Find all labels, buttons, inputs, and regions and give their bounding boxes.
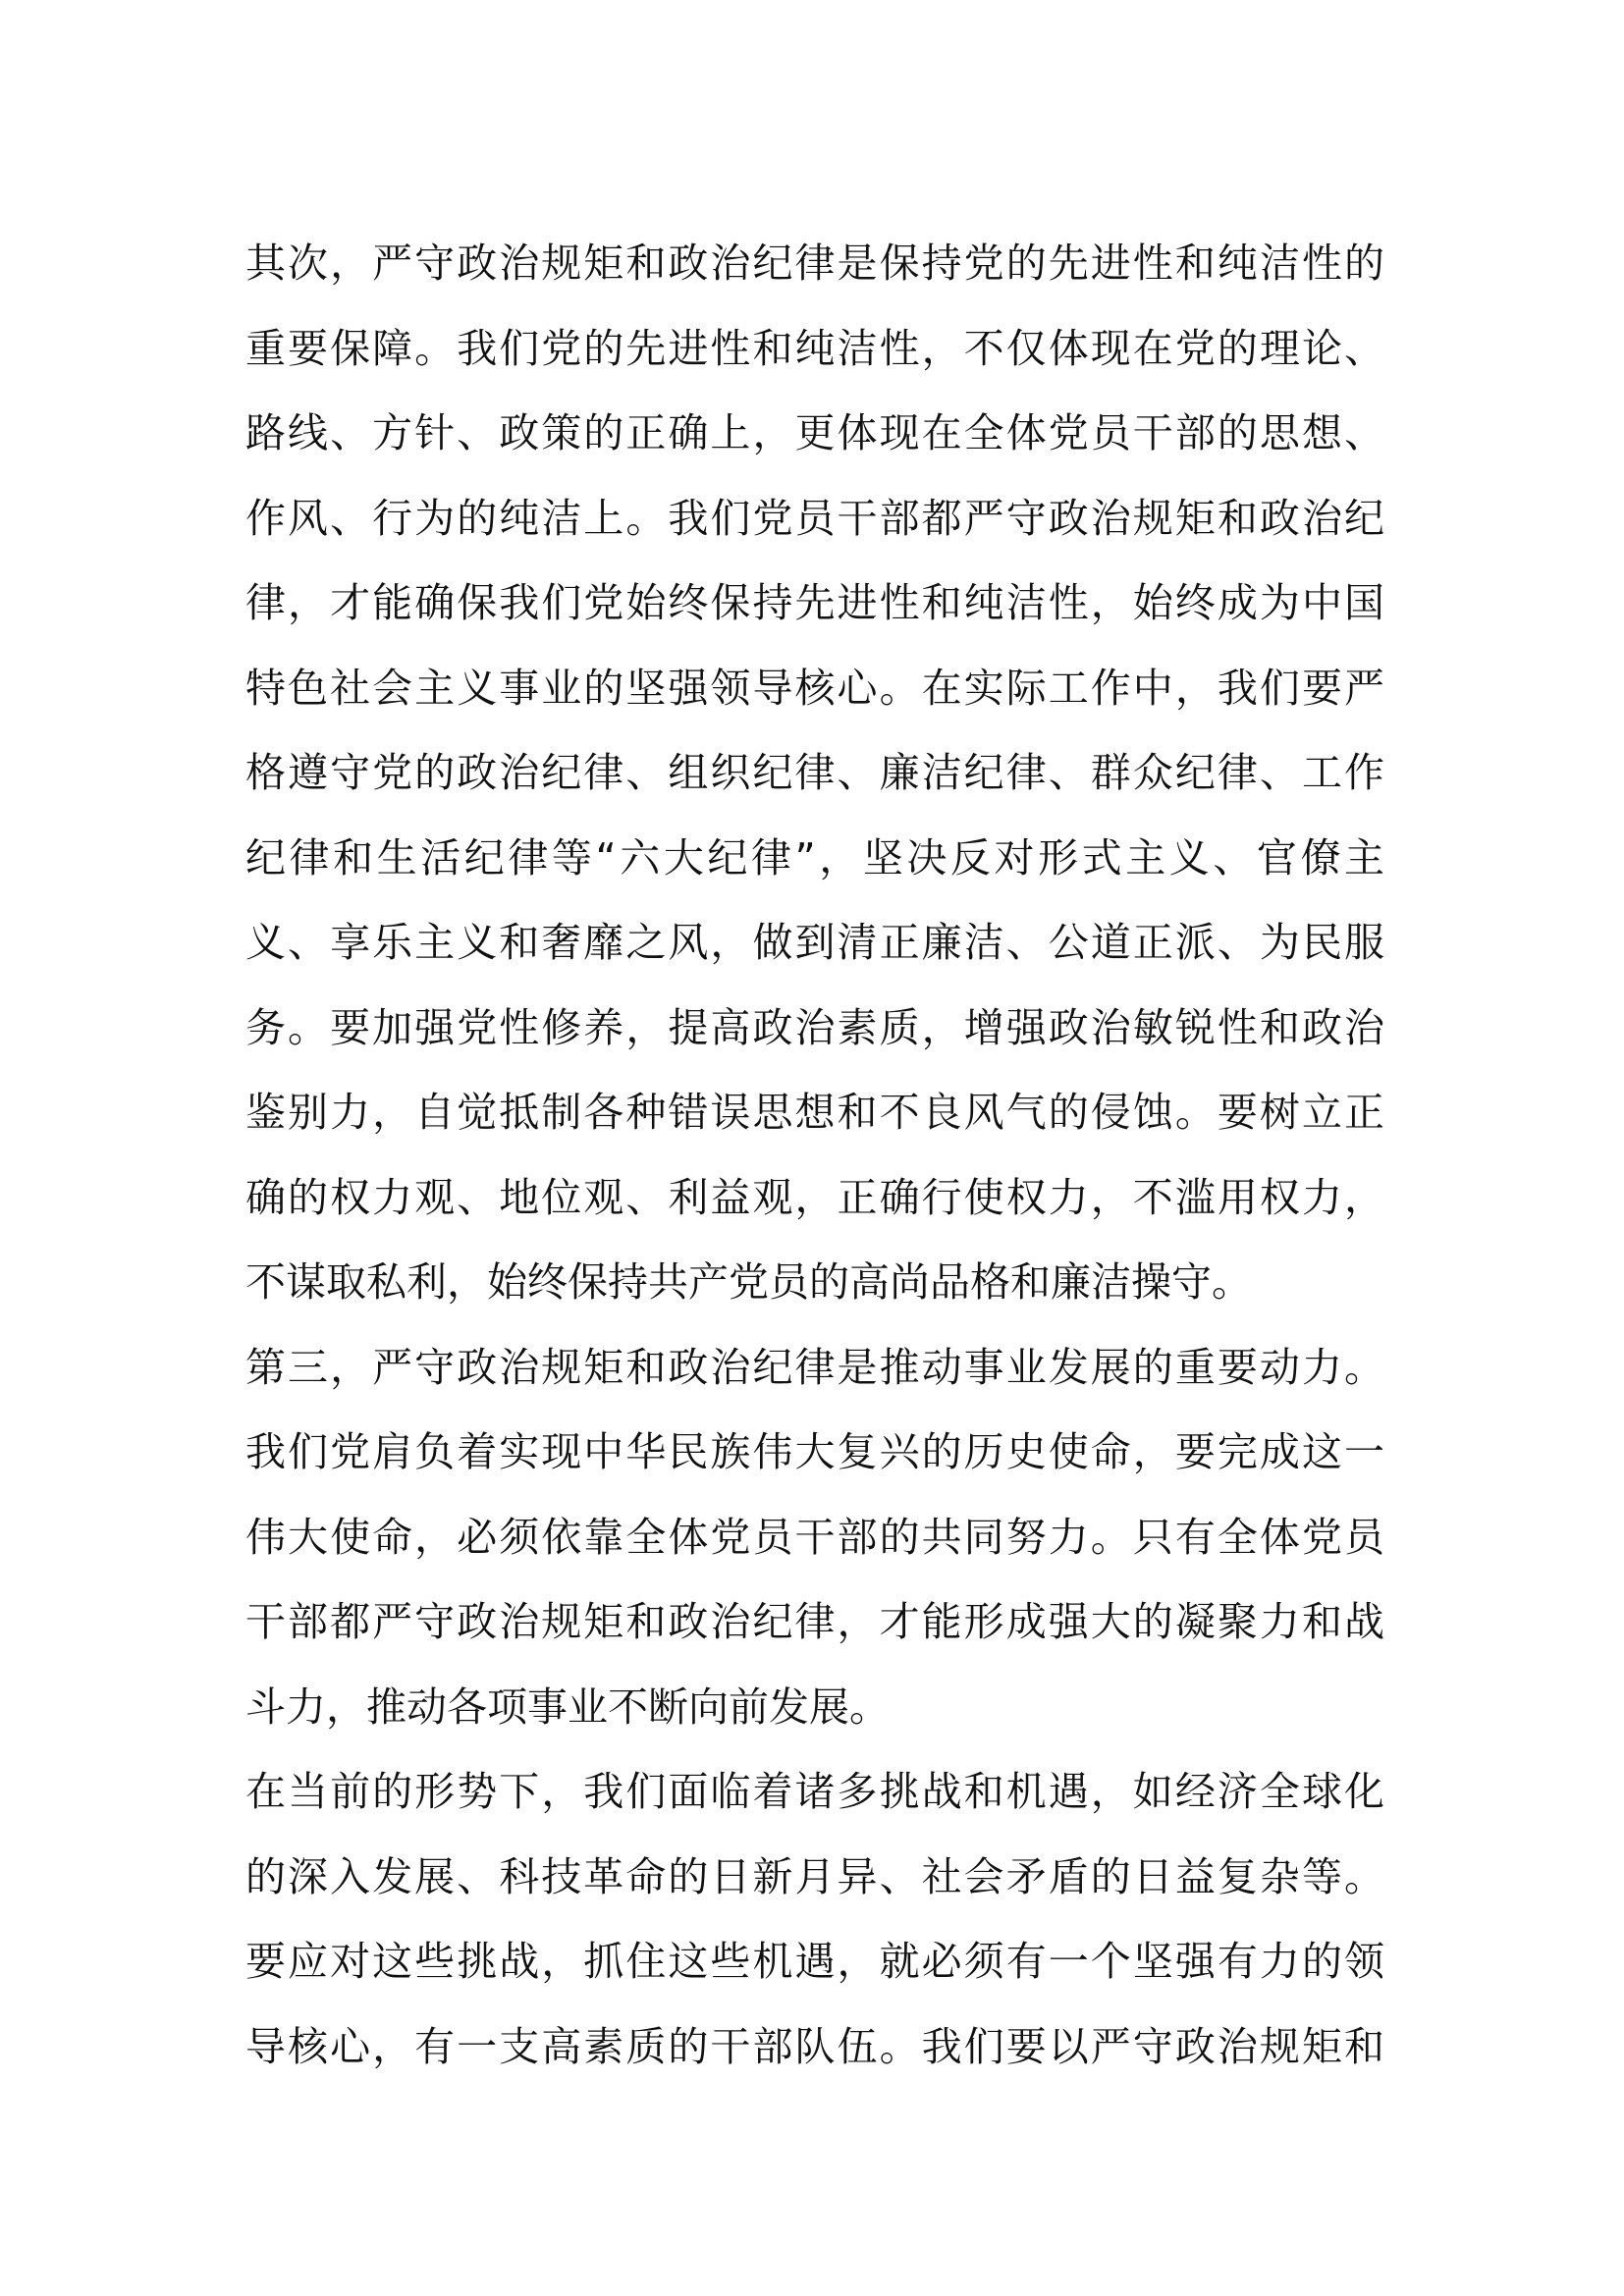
text-line: 纪律和生活纪律等“六大纪律”，坚决反对形式主义、官僚主: [245, 833, 1384, 881]
text-line: 格遵守党的政治纪律、组织纪律、廉洁纪律、群众纪律、工作: [245, 749, 1384, 796]
text-line: 我们党肩负着实现中华民族伟大复兴的历史使命，要完成这一: [245, 1428, 1384, 1475]
text-line: 作风、行为的纯洁上。我们党员干部都严守政治规矩和政治纪: [245, 494, 1384, 542]
text-line: 的深入发展、科技革命的日新月异、社会矛盾的日益复杂等。: [245, 1852, 1384, 1900]
text-line: 务。要加强党性修养，提高政治素质，增强政治敏锐性和政治: [245, 1003, 1384, 1051]
text-line: 律，才能确保我们党始终保持先进性和纯洁性，始终成为中国: [245, 579, 1384, 626]
document-body-text: [245, 221, 1384, 2089]
text-line: 导核心，有一支高素质的干部队伍。我们要以严守政治规矩和: [245, 2022, 1384, 2070]
text-line: 在当前的形势下，我们面临着诸多挑战和机遇，如经济全球化: [245, 1768, 1384, 1815]
text-line: 要应对这些挑战，抓住这些机遇，就必须有一个坚强有力的领: [245, 1938, 1384, 1985]
text-line: 鉴别力，自觉抵制各种错误思想和不良风气的侵蚀。要树立正: [245, 1089, 1384, 1136]
text-line: 路线、方针、政策的正确上，更体现在全体党员干部的思想、: [245, 409, 1384, 456]
text-line: 不谋取私利，始终保持共产党员的高尚品格和廉洁操守。: [245, 1258, 1252, 1306]
text-line: 确的权力观、地位观、利益观，正确行使权力，不滥用权力，: [245, 1173, 1384, 1221]
text-line: 重要保障。我们党的先进性和纯洁性，不仅体现在党的理论、: [245, 324, 1384, 372]
text-line: 其次，严守政治规矩和政治纪律是保持党的先进性和纯洁性的: [245, 240, 1384, 287]
text-line: 特色社会主义事业的坚强领导核心。在实际工作中，我们要严: [245, 664, 1384, 712]
text-line: 伟大使命，必须依靠全体党员干部的共同努力。只有全体党员: [245, 1513, 1384, 1561]
text-line: 斗力，推动各项事业不断向前发展。: [245, 1682, 890, 1731]
text-line: 第三，严守政治规矩和政治纪律是推动事业发展的重要动力。: [245, 1343, 1384, 1391]
text-line: 义、享乐主义和奢靡之风，做到清正廉洁、公道正派、为民服: [245, 919, 1384, 966]
text-line: 干部都严守政治规矩和政治纪律，才能形成强大的凝聚力和战: [245, 1598, 1384, 1645]
